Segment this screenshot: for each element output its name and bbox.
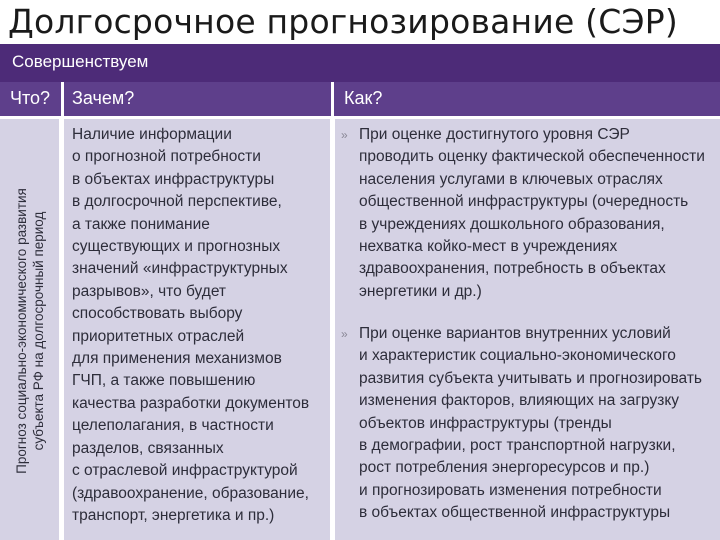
header-how: Как? <box>344 88 383 108</box>
section-band-label: Совершенствуем <box>12 52 149 71</box>
what-vertical-text <box>13 131 47 531</box>
header-what: Что? <box>10 88 51 108</box>
column-how <box>335 119 720 540</box>
column-why <box>64 119 330 540</box>
how-item <box>341 124 717 303</box>
bullet-icon: » <box>341 327 348 341</box>
header-why: Зачем? <box>72 88 135 108</box>
table-header-row <box>0 82 720 116</box>
why-text: Наличие информации о прогнозной потребности в объектах инфраструктуры в долгосрочной перспективе, а также понимание существующих и прогнозных значений «инфраструктурных разрывов», что будет способствовать выбору приоритетных отраслей для применения механизмов ГЧП, а также повышению качества разработки документов целеполагания, в частности разделов, связанных с отраслевой инфраструктурой (здравоохранение, образование, транспорт, энергетика и пр.) <box>72 126 310 524</box>
how-item <box>341 323 717 525</box>
how-item-text: При оценке вариантов внутренних условий и характеристик социально-экономического развития субъекта учитывать и прогнозировать изменения факторов, влияющих на загрузку объектов инфраструктуры (тренды в демографии, рост транспортной нагрузки, рост потребления энергоресурсов и пр.) и прогнозировать изменения потребности в объектах общественной инфраструктуры <box>359 325 702 522</box>
table-body <box>0 116 720 540</box>
column-what <box>0 119 59 540</box>
slide-title: Долгосрочное прогнозирование (СЭР) <box>8 2 678 41</box>
bullet-icon: » <box>341 128 348 142</box>
what-text: Прогноз социально-экономического развития субъекта РФ на долгосрочный период <box>14 188 46 474</box>
how-item-text: При оценке достигнутого уровня СЭР проводить оценку фактической обеспеченности населения услугами в ключевых отраслях общественной инфраструктуры (очередность в учреждениях дошкольного образования, нехватка койко-мест в учреждениях здравоохранения, потребность в объектах энергетики и др.) <box>359 126 705 300</box>
section-band <box>0 44 720 82</box>
